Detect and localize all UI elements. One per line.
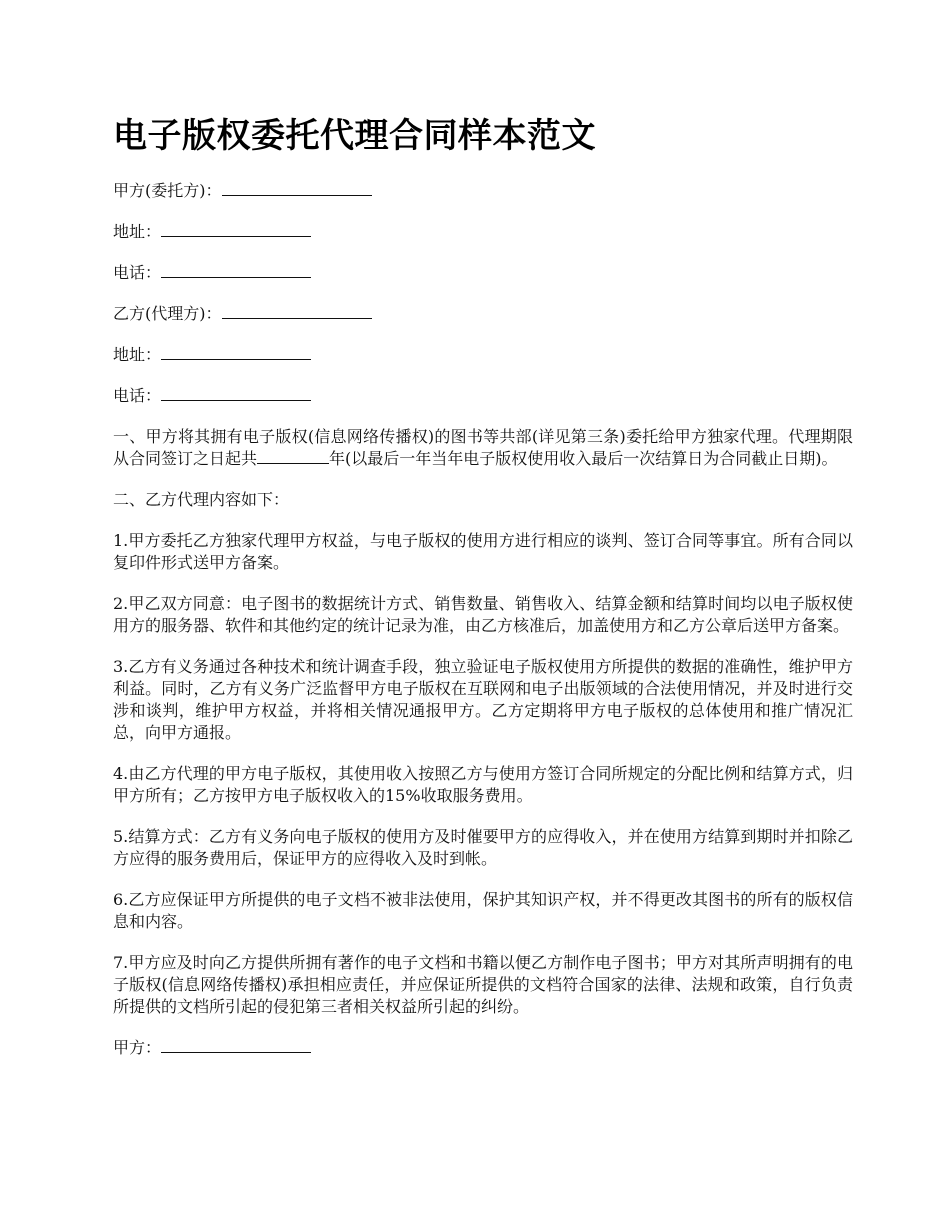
- party-a-phone-label: 电话：: [113, 263, 162, 282]
- party-b-address-blank: [161, 344, 311, 360]
- signature-party-a-label: 甲方：: [113, 1038, 162, 1057]
- clause-item-2: 2.甲乙双方同意：电子图书的数据统计方式、销售数量、销售收入、结算金额和结算时间均以电子版权使用方的服务器、软件和其他约定的统计记录为准，由乙方核准后，加盖使用方和乙方公章后送甲方备案。: [113, 594, 853, 635]
- party-b-address-label: 地址：: [113, 345, 162, 364]
- clause-item-3: 3.乙方有义务通过各种技术和统计调查手段，独立验证电子版权使用方所提供的数据的准确性，维护甲方利益。同时，乙方有义务广泛监督甲方电子版权在互联网和电子出版领域的合法使用情况，并及时进行交涉和谈判，维护甲方权益，并将相关情况通报甲方。乙方定期将甲方电子版权的总体使用和推广情况汇总，向甲方通报。: [113, 657, 853, 742]
- party-b-phone-blank: [161, 385, 311, 401]
- signature-party-a-blank: [161, 1037, 311, 1053]
- party-a-address-label: 地址：: [113, 222, 162, 241]
- party-b-label: 乙方(代理方)：: [113, 304, 222, 323]
- clause-item-6: 6.乙方应保证甲方所提供的电子文档不被非法使用，保护其知识产权，并不得更改其图书的所有的版权信息和内容。: [113, 890, 853, 931]
- clause-item-5: 5.结算方式：乙方有义务向电子版权的使用方及时催要甲方的应得收入，并在使用方结算到期时并扣除乙方应得的服务费用后，保证甲方的应得收入及时到帐。: [113, 827, 853, 868]
- contract-document: [113, 112, 853, 1078]
- party-b-phone-field: [113, 385, 853, 407]
- party-a-blank: [222, 180, 372, 196]
- clause-item-1: 1.甲方委托乙方独家代理甲方权益，与电子版权的使用方进行相应的谈判、签订合同等事宜。所有合同以复印件形式送甲方备案。: [113, 531, 853, 572]
- party-a-address-blank: [161, 221, 311, 237]
- term-years-blank: [257, 448, 329, 464]
- party-a-phone-field: [113, 262, 853, 284]
- clause-item-4: 4.由乙方代理的甲方电子版权，其使用收入按照乙方与使用方签订合同所规定的分配比例和结算方式，归甲方所有；乙方按甲方电子版权收入的15%收取服务费用。: [113, 764, 853, 805]
- party-b-field: [113, 303, 853, 325]
- party-b-blank: [222, 303, 372, 319]
- clause-1: [113, 426, 853, 470]
- clause-item-7: 7.甲方应及时向乙方提供所拥有著作的电子文档和书籍以便乙方制作电子图书；甲方对其所声明拥有的电子版权(信息网络传播权)承担相应责任，并应保证所提供的文档符合国家的法律、法规和政策，自行负责所提供的文档所引起的侵犯第三者相关权益所引起的纠纷。: [113, 953, 853, 1016]
- party-a-phone-blank: [161, 262, 311, 278]
- party-a-address-field: [113, 221, 853, 243]
- party-a-label: 甲方(委托方)：: [113, 181, 222, 200]
- signature-party-a: [113, 1037, 853, 1059]
- clause-2-heading: 二、乙方代理内容如下：: [113, 490, 290, 509]
- party-b-phone-label: 电话：: [113, 386, 162, 405]
- clause-1-text-before: 一、甲方将其拥有电子版权(信息网络传播权)的图书等共部(详见第三条)委托给甲方独家代理。代理期限从合同签订之日起共: [113, 427, 853, 468]
- clause-1-text-after: 年(以最后一年当年电子版权使用收入最后一次结算日为合同截止日期)。: [329, 449, 838, 468]
- document-title: 电子版权委托代理合同样本范文: [113, 116, 596, 156]
- party-a-field: [113, 180, 853, 202]
- party-b-address-field: [113, 344, 853, 366]
